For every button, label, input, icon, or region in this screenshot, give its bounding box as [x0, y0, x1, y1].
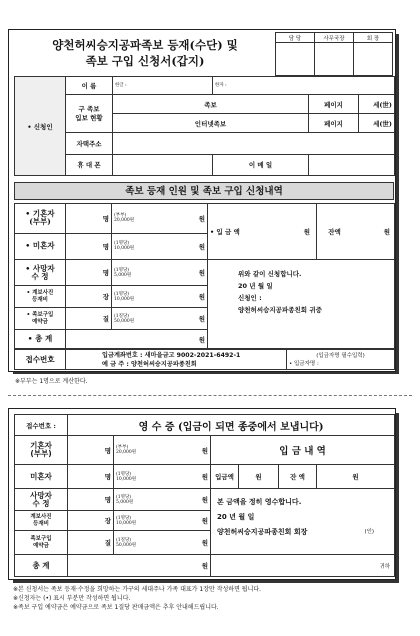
won-label: 원: [198, 293, 205, 301]
receipt-unit-reserve[interactable]: 질: [68, 531, 114, 555]
price-tag: (1명당): [114, 267, 130, 273]
page-label-2: 페이지: [309, 114, 359, 133]
receipt-amount-reserve[interactable]: [114, 531, 211, 555]
receipt-number-label: 접수번호: [15, 350, 66, 370]
price-tag: (부부): [116, 445, 129, 450]
won-label: 원: [198, 214, 205, 223]
receipt-confirm-text: 본 금액을 정히 영수합니다.: [217, 498, 302, 506]
unit-price: 10,000원: [116, 476, 137, 482]
account-holder: 예 금 주 : 양천허씨승지공파종친회: [102, 360, 197, 368]
receipt-date[interactable]: 20 년 월 일: [217, 513, 255, 521]
section-title: 족보 등재 인원 및 족보 구입 신청내역: [14, 182, 394, 200]
order-unit-deceased[interactable]: 명: [66, 260, 112, 286]
order-table: [14, 203, 395, 349]
receipt-amount-single[interactable]: [114, 465, 211, 489]
total-field[interactable]: 원: [66, 330, 208, 349]
price-tag: (1질당): [114, 313, 130, 319]
address-field[interactable]: [113, 133, 395, 154]
bank-account: 입금계좌번호 : 새마을금고 9002-2021-6492-1: [102, 351, 241, 359]
name-hanja-field[interactable]: [213, 77, 395, 95]
internet-jokbo-label: 인터넷족보: [113, 114, 309, 133]
order-amount-married[interactable]: [112, 204, 208, 234]
mobile-field[interactable]: [113, 154, 213, 175]
order-unit-reserve[interactable]: 질: [66, 308, 112, 330]
order-amount-photo[interactable]: [112, 286, 208, 308]
unit-price: 50,000원: [114, 318, 135, 324]
name-hangul-field[interactable]: [113, 77, 213, 95]
receipt-label-married: 기혼자 (부부): [15, 436, 68, 465]
receipt-recipient: 귀하: [211, 555, 395, 577]
won-label: 원: [198, 269, 205, 277]
order-amount-single[interactable]: [112, 233, 208, 259]
unit-price: 10,000원: [114, 296, 135, 302]
price-tag: (부부): [114, 213, 127, 219]
account-table: [14, 349, 395, 370]
email-field[interactable]: [309, 154, 395, 175]
receipt-total-label: 총 계: [15, 555, 68, 577]
footnote: ※부부는 1명으로 계산한다.: [15, 378, 88, 385]
price-tag: (1명당): [116, 494, 132, 500]
won-label: 원: [201, 539, 208, 547]
won-label: 원: [198, 242, 205, 251]
seal-mark: (인): [364, 529, 375, 535]
sign-box-manager[interactable]: [315, 43, 354, 76]
approval-staff: 담 당: [276, 33, 315, 43]
generation-label-2: 세(世): [359, 114, 395, 133]
approval-manager: 사무국장: [315, 33, 354, 43]
order-unit-photo[interactable]: 장: [66, 286, 112, 308]
cut-line: [8, 395, 412, 396]
won-label: 원: [198, 315, 205, 323]
receipt-label-photo: 계보사진 등재비: [15, 511, 68, 531]
notes: [13, 585, 413, 612]
receipt-number-label-2: 접수번호 :: [15, 415, 68, 436]
receipt-balance-won[interactable]: 원: [317, 465, 395, 489]
unit-price: 5,000원: [114, 272, 132, 278]
deposit-label: • 입 금 액: [210, 228, 240, 236]
won-label: 원: [201, 517, 208, 525]
receipt-title: 영 수 증 (입금이 되면 종중에서 보냅니다): [68, 415, 395, 436]
order-amount-reserve[interactable]: [112, 308, 208, 330]
receipt-unit-married[interactable]: 명: [68, 436, 114, 465]
order-label-photo: • 계보사진 등재비: [15, 286, 66, 308]
declare-date[interactable]: 20 년 월 일: [238, 282, 273, 290]
balance-label: 잔액: [316, 204, 352, 259]
receipt-table: [14, 414, 395, 577]
order-label-married: • 기혼자 (부부): [15, 204, 66, 234]
receipt-unit-deceased[interactable]: 명: [68, 489, 114, 511]
price-tag: (1질당): [116, 537, 132, 543]
order-label-reserve: • 족보구입 예약금: [15, 308, 66, 330]
name-label: 이 름: [66, 77, 113, 95]
order-unit-married[interactable]: 명: [66, 204, 112, 234]
receipt-balance-label: 잔 액: [279, 465, 317, 489]
receipt-unit-photo[interactable]: 장: [68, 511, 114, 531]
price-tag: (1명당): [114, 241, 130, 247]
hanja-label: 한자 :: [215, 83, 227, 89]
receipt-total-field[interactable]: 원: [68, 555, 211, 577]
declare-text: 위와 같이 신청합니다.: [238, 270, 302, 278]
page-label: 페이지: [309, 95, 359, 114]
receipt-amount-photo[interactable]: [114, 511, 211, 531]
order-unit-single[interactable]: 명: [66, 233, 112, 259]
price-tag: (1명당): [114, 291, 130, 297]
approval-president: 회 장: [354, 33, 393, 43]
receipt-deposit-label: 입금액: [211, 465, 239, 489]
address-label: 자택주소: [66, 133, 113, 154]
won-label: 원: [201, 446, 208, 455]
unit-price: 10,000원: [114, 246, 135, 252]
purchase-status-label: 구 족보 입보 현황: [66, 95, 113, 133]
applicant-label: • 신청인: [15, 77, 66, 176]
unit-price: 50,000원: [116, 542, 137, 548]
total-label: • 총 계: [15, 330, 66, 349]
declare-applicant[interactable]: 신청인 :: [238, 294, 262, 302]
sign-box-president[interactable]: [354, 43, 393, 76]
depositor-name-field[interactable]: • 입금자명 :: [289, 360, 319, 367]
receipt-label-deceased: 사망자 수 정: [15, 489, 68, 511]
unit-price: 20,000원: [114, 218, 135, 224]
receipt-unit-single[interactable]: 명: [68, 465, 114, 489]
unit-price: 5,000원: [116, 499, 134, 505]
note-2: ※신청자는 (•) 표시 부분만 작성하면 됩니다.: [13, 595, 131, 602]
depositor-note: (입금자명 필수입력): [316, 352, 365, 359]
email-label: 이 메 일: [213, 154, 309, 175]
won-label: 원: [201, 473, 208, 481]
receipt-amount-married[interactable]: [114, 436, 211, 465]
mobile-label: 휴 대 폰: [66, 154, 113, 175]
hangul-label: 한글 :: [115, 83, 127, 89]
receipt-amount-deceased[interactable]: [114, 489, 211, 511]
order-label-single: • 미혼자: [15, 233, 66, 259]
unit-price: 10,000원: [116, 520, 137, 526]
price-tag: (1명당): [116, 515, 132, 521]
order-amount-deceased[interactable]: [112, 260, 208, 286]
receipt-label-single: 미혼자: [15, 465, 68, 489]
note-3: ※족보 구입 예약금은 예약금으로 족보 1질당 판매금액은 추후 안내해드립니다.: [13, 604, 219, 611]
won-label: 원: [201, 496, 208, 504]
sign-box-staff[interactable]: [276, 43, 315, 76]
jokbo-label: 족보: [113, 95, 309, 114]
declare-recipient: 양천허씨승지공파종친회 귀중: [238, 306, 322, 314]
form-title-line1: 양천허씨승지공파족보 등재(수단) 및: [52, 38, 238, 52]
note-1: ※본 신청서는 족보 등재·수정을 희망하는 가구의 세대주나 가족 대표가 1장만 작성하면 됩니다.: [13, 586, 262, 593]
applicant-table: [14, 76, 395, 176]
form-title-line2: 족보 구입 신청서(갑지): [85, 54, 205, 68]
deposit-details-title: 입 금 내 역: [211, 436, 395, 465]
price-tag: (1명당): [116, 471, 132, 477]
balance-won[interactable]: 원: [383, 228, 390, 236]
generation-label: 세(世): [359, 95, 395, 114]
receipt-label-reserve: 족보구입 예약금: [15, 531, 68, 555]
receipt-deposit-won[interactable]: 원: [239, 465, 279, 489]
order-label-deceased: • 사망자 수 정: [15, 260, 66, 286]
receipt-issuer: 양천허씨승지공파종친회 회장: [217, 528, 308, 536]
unit-price: 20,000원: [116, 450, 137, 455]
approval-box: [275, 32, 393, 76]
deposit-won[interactable]: 원: [303, 228, 310, 236]
